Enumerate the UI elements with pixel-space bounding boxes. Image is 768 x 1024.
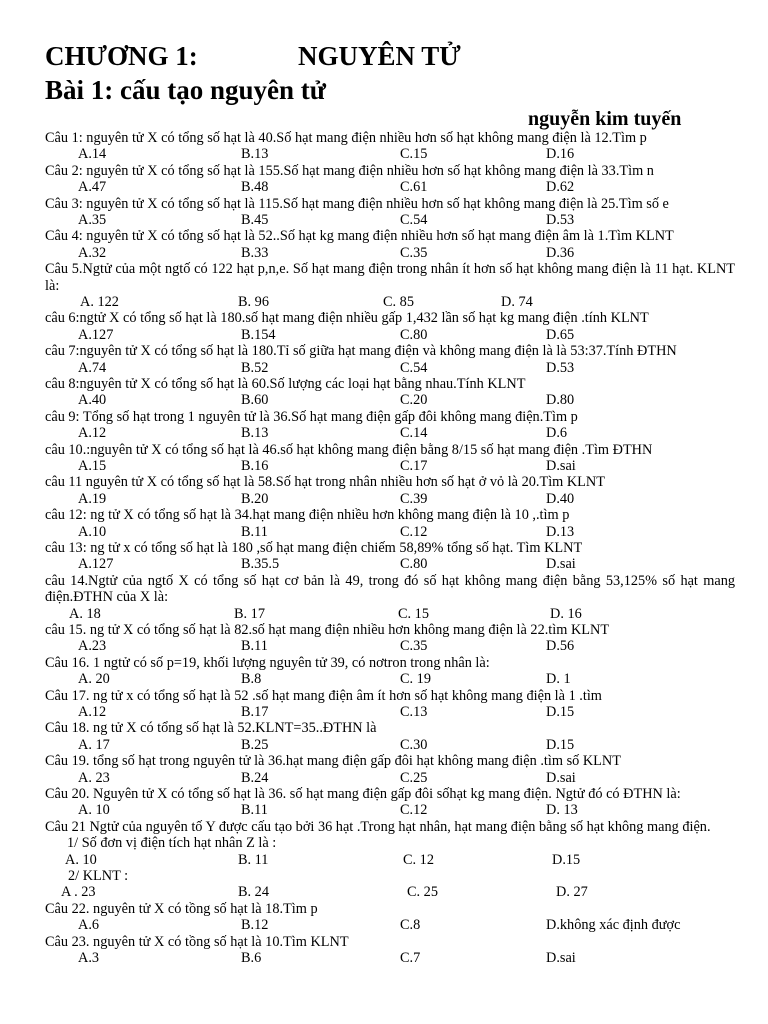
question-item xyxy=(45,622,735,655)
answer-options xyxy=(45,245,735,261)
question-text: câu 10.:nguyên tử X có tổng số hạt là 46.số hạt không mang điện bằng 8/15 số hạt mang điện .Tìm ĐTHN xyxy=(45,441,653,458)
answer-option-c: C. 25 xyxy=(407,884,438,901)
answer-option-d: D.65 xyxy=(546,326,575,343)
answer-option-a: A.12 xyxy=(78,703,107,720)
answer-option-b: B.11 xyxy=(241,638,268,655)
question-text: Câu 22. nguyên tử X có tồng số hạt là 18.Tìm p xyxy=(45,900,318,917)
answer-option-b: B.11 xyxy=(241,802,268,819)
answer-option-c: C.25 xyxy=(400,769,428,786)
answer-options xyxy=(45,327,735,343)
answer-option-d: D.56 xyxy=(546,638,575,655)
sub-question-1: 1/ Số đơn vị điện tích hạt nhân Z là : xyxy=(67,835,277,852)
answer-option-c: C.7 xyxy=(400,949,421,966)
question-item xyxy=(45,786,735,819)
answer-option-a: A. 10 xyxy=(65,851,97,868)
answer-options xyxy=(45,458,735,474)
question-item xyxy=(45,163,735,196)
answer-option-a: A.15 xyxy=(78,457,107,474)
answer-option-b: B.6 xyxy=(241,949,262,966)
answer-option-a: A. 20 xyxy=(78,671,110,688)
answer-options xyxy=(45,294,735,310)
question-text: câu 14.Ngtử của ngtố X có tổng số hạt cơ bản là 49, trong đó số hạt không mang điện bằng 53,125% số hạt mang điện.ĐTHN của X là: xyxy=(45,572,735,606)
answer-option-a: A.14 xyxy=(78,146,107,163)
question-text: Câu 5.Ngtử của một ngtố có 122 hạt p,n,e. Số hạt mang điện trong nhân ít hơn số hạt không mang điện là 11 hạt. KLNT là: xyxy=(45,261,735,294)
answer-option-b: B.13 xyxy=(241,146,269,163)
answer-option-b: B.33 xyxy=(241,244,269,261)
question-text: Câu 16. 1 ngtử có số p=19, khối lượng nguyên tử 39, có nơtron trong nhân là: xyxy=(45,654,490,671)
chapter-heading xyxy=(45,40,461,72)
answer-option-a: A. 23 xyxy=(78,769,110,786)
answer-options xyxy=(45,950,735,966)
answer-option-a: A.32 xyxy=(78,244,107,261)
answer-option-b: B.45 xyxy=(241,212,269,228)
question-text: câu 11 nguyên tử X có tổng số hạt là 58.Số hạt trong nhân nhiều hơn số hạt ở vỏ là 20.Tìm KLNT xyxy=(45,474,605,491)
question-text: câu 9: Tổng số hạt trong 1 nguyên tử là 36.Số hạt mang điện gấp đôi không mang điện.Tìm p xyxy=(45,408,578,425)
question-text: Câu 2: nguyên tử X có tổng số hạt là 155.Số hạt mang điện nhiều hơn số hạt không mang điện là 33.Tìm n xyxy=(45,162,654,179)
answer-option-d: D. 1 xyxy=(546,671,571,688)
chapter-topic: NGUYÊN TỬ xyxy=(298,41,461,71)
answer-option-c: C.8 xyxy=(400,917,421,934)
question-item xyxy=(45,343,735,376)
question-item xyxy=(45,720,735,753)
answer-options xyxy=(45,179,735,195)
answer-option-c: C.14 xyxy=(400,425,428,442)
answer-options xyxy=(45,491,735,507)
question-text: câu 8:nguyên tử X có tổng số hạt là 60.Số lượng các loại hạt bằng nhau.Tính KLNT xyxy=(45,375,526,392)
question-text: câu 12: ng tử X có tổng số hạt là 34.hạt mang điện nhiều hơn không mang điện là 10 ,.tìm p xyxy=(45,507,570,524)
answer-option-b: B.25 xyxy=(241,736,269,753)
answer-option-d: D.40 xyxy=(546,490,575,507)
answer-options xyxy=(45,392,735,408)
question-text: câu 6:ngtử X có tổng số hạt là 180.số hạt mang điện nhiều gấp 1,432 lần số hạt kg mang điện .tính KLNT xyxy=(45,310,649,327)
answer-options xyxy=(45,425,735,441)
answer-option-d: D. 13 xyxy=(546,802,578,819)
question-item xyxy=(45,753,735,786)
answer-option-c: C. 15 xyxy=(398,605,429,622)
question-item xyxy=(45,228,735,261)
answer-option-c: C.39 xyxy=(400,490,428,507)
answer-options xyxy=(45,802,735,818)
answer-option-b: B. 96 xyxy=(238,294,269,310)
lesson-title: Bài 1: cấu tạo nguyên tử xyxy=(45,75,326,105)
answer-option-c: C.35 xyxy=(400,244,428,261)
answer-option-b: B.8 xyxy=(241,671,262,688)
question-item xyxy=(45,196,735,229)
answer-option-d: D.sai xyxy=(546,457,576,474)
answer-option-a: A.12 xyxy=(78,425,107,442)
question-text: Câu 18. ng tử X có tổng số hạt là 52.KLNT=35..ĐTHN là xyxy=(45,720,377,737)
answer-option-b: B.16 xyxy=(241,457,269,474)
answer-option-c: C.30 xyxy=(400,736,428,753)
answer-option-a: A. 10 xyxy=(78,802,110,819)
answer-option-c: C. 85 xyxy=(383,294,414,310)
answer-option-a: A. 17 xyxy=(78,736,110,753)
answer-option-b: B. 24 xyxy=(238,884,269,901)
question-item xyxy=(45,655,735,688)
answer-option-a: A. 122 xyxy=(80,294,119,310)
answer-option-c: C.80 xyxy=(400,556,428,573)
question-item xyxy=(45,688,735,721)
question-text: câu 15. ng tử X có tổng số hạt là 82.số hạt mang điện nhiều hơn không mang điện là 22.tìm KLNT xyxy=(45,621,610,638)
answer-options xyxy=(45,917,735,933)
answer-option-d: D. 16 xyxy=(550,605,582,622)
answer-option-c: C. 19 xyxy=(400,671,431,688)
answer-option-c: C.20 xyxy=(400,392,428,409)
answer-option-d: D.15 xyxy=(546,736,575,753)
answer-option-d: D.6 xyxy=(546,425,568,442)
answer-options xyxy=(45,638,735,654)
answer-options xyxy=(45,524,735,540)
question-item xyxy=(45,376,735,409)
answer-option-b: B. 11 xyxy=(238,851,269,868)
answer-options xyxy=(45,737,735,753)
answer-options xyxy=(45,884,735,900)
answer-options xyxy=(45,852,735,868)
question-text: Câu 21 Ngtử của nguyên tố Y được cấu tạo bởi 36 hạt .Trong hạt nhân, hạt mang điện bằng số hạt không mang điện. xyxy=(45,818,711,835)
answer-option-b: B.24 xyxy=(241,769,269,786)
answer-option-d: D.sai xyxy=(546,769,576,786)
answer-option-d: D. 74 xyxy=(501,294,533,310)
answer-option-b: B.11 xyxy=(241,523,268,540)
answer-option-c: C.12 xyxy=(400,802,428,819)
answer-option-b: B.48 xyxy=(241,179,269,196)
question-item xyxy=(45,474,735,507)
answer-options xyxy=(45,704,735,720)
answer-options xyxy=(45,360,735,376)
sub-question-2: 2/ KLNT : xyxy=(68,867,129,884)
answer-option-a: A.10 xyxy=(78,523,107,540)
answer-option-c: C.80 xyxy=(400,326,428,343)
answer-option-c: C.13 xyxy=(400,703,428,720)
answer-option-a: A.127 xyxy=(78,556,114,573)
question-item xyxy=(45,261,735,310)
answer-option-c: C.15 xyxy=(400,146,428,163)
answer-option-b: B.60 xyxy=(241,392,269,409)
question-item xyxy=(45,573,735,622)
question-item xyxy=(45,442,735,475)
question-text: Câu 20. Nguyên tử X có tổng số hạt là 36. số hạt mang điện gấp đôi sốhạt kg mang điện. Ngtử đó có ĐTHN là: xyxy=(45,785,681,802)
answer-option-a: A. 18 xyxy=(69,605,101,622)
answer-option-d: D.sai xyxy=(546,949,576,966)
answer-option-b: B.52 xyxy=(241,359,269,376)
answer-option-a: A.23 xyxy=(78,638,107,655)
question-item xyxy=(45,901,735,934)
answer-options xyxy=(45,770,735,786)
answer-option-c: C.17 xyxy=(400,457,428,474)
answer-option-c: C.54 xyxy=(400,359,428,376)
answer-option-c: C.35 xyxy=(400,638,428,655)
answer-option-d: D.36 xyxy=(546,244,575,261)
answer-option-c: C.61 xyxy=(400,179,428,196)
answer-option-a: A.6 xyxy=(78,917,100,934)
question-item xyxy=(45,409,735,442)
answer-option-b: B.17 xyxy=(241,703,269,720)
answer-options xyxy=(45,606,735,622)
answer-option-d: D.62 xyxy=(546,179,575,196)
answer-option-d: D.53 xyxy=(546,359,575,376)
answer-option-d: D.15 xyxy=(552,851,581,868)
answer-option-c: C.54 xyxy=(400,212,428,228)
question-text: câu 13: ng tử x có tổng số hạt là 180 ,số hạt mang điện chiếm 58,89% tổng số hạt. Tìm KLNT xyxy=(45,539,583,556)
answer-option-d: D.15 xyxy=(546,703,575,720)
answer-options xyxy=(45,556,735,572)
answer-option-d: D.80 xyxy=(546,392,575,409)
question-item xyxy=(45,310,735,343)
question-item xyxy=(45,540,735,573)
question-list xyxy=(45,130,735,966)
question-text: câu 7:nguyên tử X có tổng số hạt là 180.Tỉ số giữa hạt mang điện và không mang điện là là 53:37.Tính ĐTHN xyxy=(45,343,677,360)
answer-option-b: B.12 xyxy=(241,917,269,934)
answer-option-a: A.74 xyxy=(78,359,107,376)
answer-option-a: A.35 xyxy=(78,212,107,228)
answer-options xyxy=(45,671,735,687)
answer-option-d: D.không xác định được xyxy=(546,917,681,934)
answer-option-d: D.16 xyxy=(546,146,575,163)
question-text: Câu 4: nguyên tử X có tổng số hạt là 52..Số hạt kg mang điện nhiều hơn số hạt mang điện âm là 1.Tìm KLNT xyxy=(45,228,674,245)
answer-option-a: A . 23 xyxy=(61,884,96,901)
question-text: Câu 17. ng tử x có tổng số hạt là 52 .số hạt mang điện âm ít hơn số hạt không mang điện là 1 .tìm xyxy=(45,687,602,704)
answer-option-a: A.127 xyxy=(78,326,114,343)
question-item xyxy=(45,507,735,540)
question-text: Câu 19. tổng số hạt trong nguyên tử là 36.hạt mang điện gấp đôi hạt không mang điện .tìm số KLNT xyxy=(45,753,621,770)
answer-option-b: B.13 xyxy=(241,425,269,442)
answer-option-d: D.13 xyxy=(546,523,575,540)
question-item xyxy=(45,934,735,967)
answer-option-a: A.47 xyxy=(78,179,107,196)
answer-option-a: A.3 xyxy=(78,949,100,966)
question-text: Câu 1: nguyên tử X có tổng số hạt là 40.Số hạt mang điện nhiều hơn số hạt không mang điện là 12.Tìm p xyxy=(45,130,647,146)
question-item xyxy=(45,819,735,901)
question-text: Câu 3: nguyên tử X có tổng số hạt là 115.Số hạt mang điện nhiều hơn số hạt không mang điện là 25.Tìm số e xyxy=(45,195,669,212)
answer-options xyxy=(45,212,735,228)
answer-option-b: B. 17 xyxy=(234,605,265,622)
answer-option-d: D.53 xyxy=(546,212,575,228)
answer-option-a: A.40 xyxy=(78,392,107,409)
question-item xyxy=(45,130,735,163)
answer-options xyxy=(45,146,735,162)
answer-option-d: D. 27 xyxy=(556,884,588,901)
answer-option-b: B.154 xyxy=(241,326,276,343)
answer-option-a: A.19 xyxy=(78,490,107,507)
answer-option-b: B.20 xyxy=(241,490,269,507)
chapter-label: CHƯƠNG 1: xyxy=(45,41,198,71)
question-text: Câu 23. nguyên tử X có tồng số hạt là 10.Tìm KLNT xyxy=(45,933,349,950)
answer-option-c: C. 12 xyxy=(403,851,434,868)
answer-option-d: D.sai xyxy=(546,556,576,573)
author-name: nguyễn kim tuyến xyxy=(528,108,682,130)
answer-option-b: B.35.5 xyxy=(241,556,280,573)
answer-option-c: C.12 xyxy=(400,523,428,540)
